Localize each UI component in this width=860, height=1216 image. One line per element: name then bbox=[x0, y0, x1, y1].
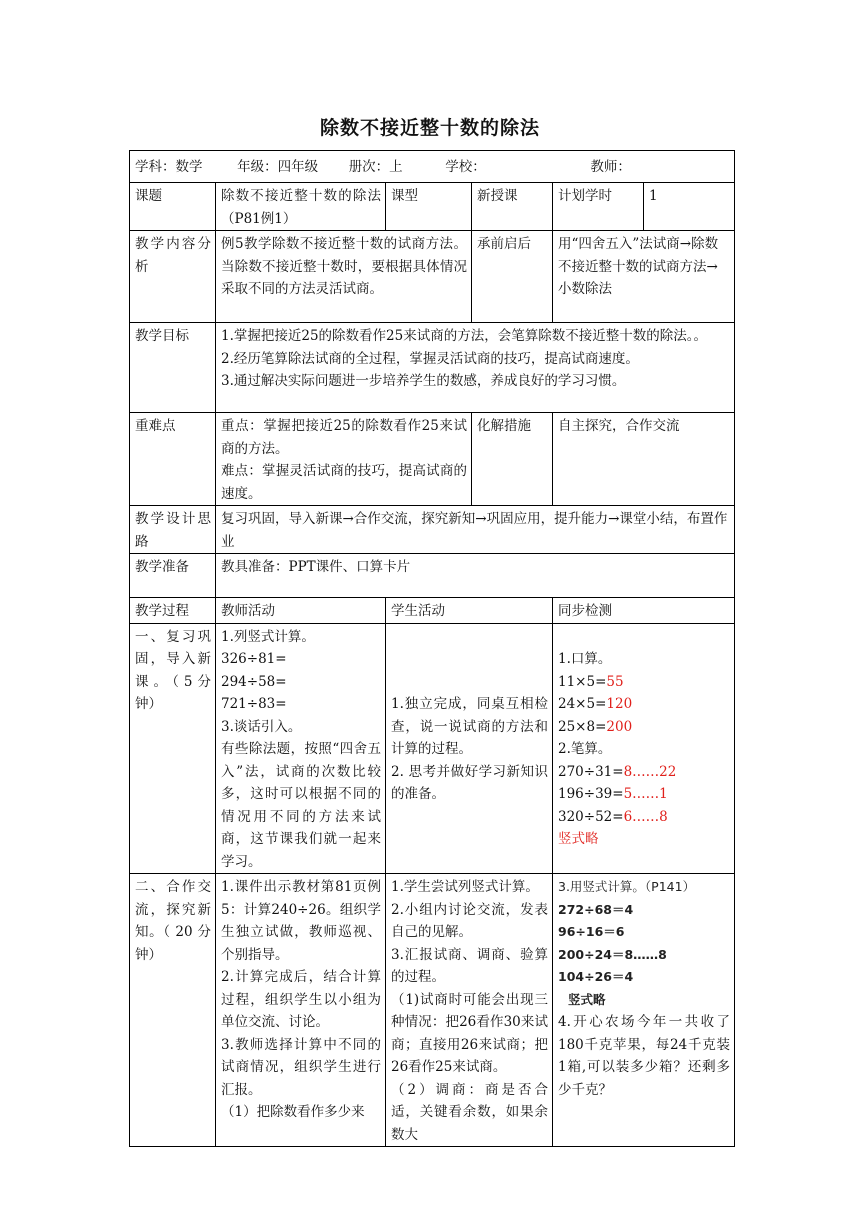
student-line: 2.小组内讨论交流，发表自己的见解。 bbox=[391, 901, 548, 940]
analysis-content: 例5教学除数不接近整十数的试商方法。当除数不接近整十数时，要根据具体情况采取不同的方法灵活试商。 bbox=[216, 231, 472, 323]
step1-check bbox=[553, 623, 735, 874]
process-header-row bbox=[130, 598, 735, 624]
teacher-line: 326÷81= bbox=[221, 651, 287, 667]
step1-student bbox=[386, 623, 553, 874]
step1-teacher bbox=[216, 623, 386, 874]
goals-content bbox=[216, 323, 735, 413]
grade-field: 年级：四年级 bbox=[237, 159, 319, 176]
prep-content: 教具准备：PPT课件、口算卡片 bbox=[216, 554, 735, 598]
teacher-line: 2.计算完成后，结合计算过程，组织学生以小组为单位交流、讨论。 bbox=[221, 969, 381, 1030]
prep-label: 教学准备 bbox=[130, 554, 216, 598]
step1-row bbox=[130, 623, 735, 874]
teacher-line: 3.教师选择计算中不同的试商情况，组织学生进行汇报。 bbox=[221, 1036, 381, 1098]
teacher-line: （1）把除数看作多少来 bbox=[221, 1104, 365, 1120]
header-row bbox=[130, 151, 735, 183]
oral-question: 24×5= bbox=[558, 696, 607, 712]
course-type-value: 新授课 bbox=[472, 183, 553, 231]
course-value: 除数不接近整十数的除法（P81例1） bbox=[216, 183, 386, 231]
lesson-plan-table bbox=[129, 150, 735, 1147]
school-field: 学校： bbox=[445, 159, 486, 176]
design-row bbox=[130, 506, 735, 554]
analysis-row bbox=[130, 231, 735, 323]
document-title: 除数不接近整十数的除法 bbox=[319, 117, 540, 139]
student-line: 3.汇报试商、调商、验算的过程。 bbox=[391, 946, 548, 985]
process-col-stage: 教学过程 bbox=[130, 598, 216, 624]
teacher-field: 教师： bbox=[590, 159, 631, 176]
oral-item bbox=[558, 693, 730, 716]
design-label: 教学设计思路 bbox=[130, 506, 216, 554]
method-value: 自主探究，合作交流 bbox=[553, 413, 735, 506]
exercise-item: 200÷24＝8……8 bbox=[558, 946, 667, 962]
step1-label: 一、复习巩固，导入新课。（5分钟） bbox=[130, 623, 216, 874]
teacher-line: 1.课件出示教材第81页例5：计算240÷26。组织学生独立试做，教师巡视、个别指导。 bbox=[221, 879, 381, 963]
keypoints-content bbox=[216, 413, 472, 506]
prep-row bbox=[130, 554, 735, 598]
process-col-check: 同步检测 bbox=[553, 598, 735, 624]
analysis-label: 教学内容分析 bbox=[130, 231, 216, 323]
step2-check bbox=[553, 874, 735, 1147]
exercise-item: 104÷26＝4 bbox=[558, 969, 634, 984]
written-note: 竖式略 bbox=[558, 831, 599, 847]
course-hours-value: 1 bbox=[644, 183, 735, 231]
analysis-link-label: 承前启后 bbox=[472, 231, 553, 323]
written-title: 2.笔算。 bbox=[558, 741, 612, 757]
oral-title: 1.口算。 bbox=[558, 651, 612, 667]
goal-item: 2.经历笔算除法试商的全过程，掌握灵活试商的技巧，提高试商速度。 bbox=[221, 350, 639, 367]
exercise-item: 272÷68＝4 bbox=[558, 901, 634, 917]
written-item bbox=[558, 806, 730, 829]
analysis-link-value: 用“四舍五入”法试商→除数不接近整十数的试商方法→小数除法 bbox=[553, 231, 735, 323]
oral-question: 25×8= bbox=[558, 718, 607, 735]
oral-answer: 55 bbox=[606, 673, 624, 690]
teacher-line: 3.谈话引入。 bbox=[221, 718, 302, 735]
student-line: （1)试商时可能会出现三种情况：把26看作30来试商；直接用26来试商；把26看作25来试商。 bbox=[391, 991, 548, 1075]
process-col-student: 学生活动 bbox=[386, 598, 553, 624]
step2-teacher bbox=[216, 874, 386, 1147]
exercise-item: 96÷16＝6 bbox=[558, 924, 625, 939]
difficult-point: 难点：掌握灵活试商的技巧，提高试商的速度。 bbox=[221, 463, 467, 502]
goals-label: 教学目标 bbox=[130, 323, 216, 413]
student-line: 2. 思考并做好学习新知识的准备。 bbox=[391, 763, 548, 802]
written-question: 196÷39= bbox=[558, 786, 624, 802]
oral-item bbox=[558, 716, 730, 739]
design-content: 复习巩固，导入新课→合作交流，探究新知→巩固应用，提升能力→课堂小结，布置作业 bbox=[216, 506, 735, 554]
written-question: 320÷52= bbox=[558, 808, 624, 825]
step2-row bbox=[130, 874, 735, 1147]
written-answer: 8……22 bbox=[623, 763, 677, 780]
step2-label: 二、合作交流，探究新知。（ 20 分钟） bbox=[130, 874, 216, 1147]
key-point: 重点：掌握把接近25的除数看作25来试商的方法。 bbox=[221, 418, 467, 457]
oral-answer: 120 bbox=[606, 696, 633, 712]
teacher-line: 有些除法题，按照“四舍五入”法，试商的次数比较多，这时可以根据不同的情况用不同的方法来试商，这节课我们就一起来学习。 bbox=[221, 741, 381, 870]
teacher-line: 294÷58= bbox=[221, 673, 287, 690]
oral-item bbox=[558, 671, 730, 694]
student-line: 1.学生尝试列竖式计算。 bbox=[391, 879, 539, 895]
keypoints-label: 重难点 bbox=[130, 413, 216, 506]
teacher-line: 721÷83= bbox=[221, 696, 287, 712]
goals-row bbox=[130, 323, 735, 413]
goal-item: 1.掌握把接近25的除数看作25来试商的方法，会笔算除数不接近整十数的除法。。 bbox=[221, 328, 707, 344]
written-answer: 5……1 bbox=[623, 786, 668, 802]
oral-question: 11×5= bbox=[558, 673, 607, 690]
exercise-note: 竖式略 bbox=[568, 991, 606, 1007]
word-problem: 4.开心农场今年一共收了180千克苹果，每24千克装1箱,可以装多少箱？还剩多少千克？ bbox=[558, 1014, 731, 1098]
goal-item: 3.通过解决实际问题进一步培养学生的数感，养成良好的学习习惯。 bbox=[221, 373, 626, 389]
course-type-label: 课型 bbox=[386, 183, 472, 231]
course-hours-label: 计划学时 bbox=[553, 183, 644, 231]
course-row bbox=[130, 183, 735, 231]
teacher-line: 1.列竖式计算。 bbox=[221, 628, 315, 645]
step2-student bbox=[386, 874, 553, 1147]
header-cell bbox=[130, 151, 735, 183]
subject-field: 学科：数学 bbox=[135, 159, 203, 176]
method-label: 化解措施 bbox=[472, 413, 553, 506]
student-line: 1.独立完成，同桌互相检查，说一说试商的方法和计算的过程。 bbox=[391, 696, 548, 757]
written-answer: 6……8 bbox=[623, 808, 668, 825]
keypoints-row bbox=[130, 413, 735, 506]
student-line: （2）调商：商是否合适，关键看余数，如果余数大 bbox=[391, 1081, 548, 1143]
course-label: 课题 bbox=[130, 183, 216, 231]
volume-field: 册次：上 bbox=[348, 159, 403, 176]
exercise-title: 3.用竖式计算。（P141） bbox=[558, 879, 696, 894]
written-item bbox=[558, 761, 730, 784]
written-question: 270÷31= bbox=[558, 763, 624, 780]
oral-answer: 200 bbox=[606, 718, 633, 735]
process-col-teacher: 教师活动 bbox=[216, 598, 386, 624]
written-item bbox=[558, 783, 730, 806]
